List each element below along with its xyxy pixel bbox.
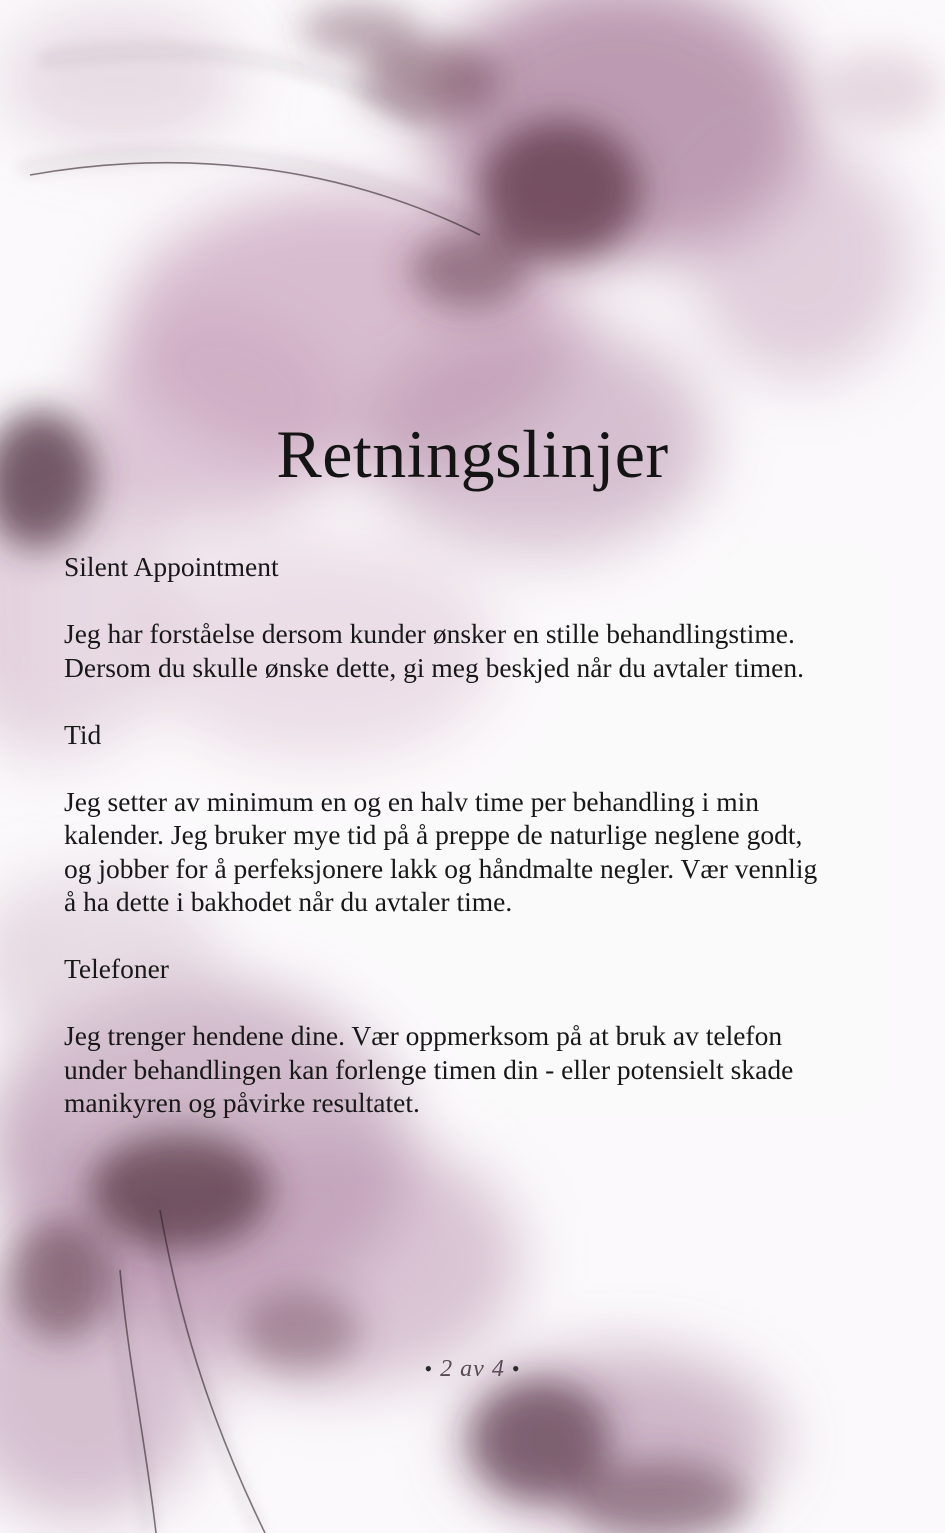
page-title: Retningslinjer: [276, 415, 669, 492]
page-indicator: [0, 1356, 945, 1383]
section-text-line: Jeg trenger hendene dine. Vær oppmerksom på at bruk av telefon: [64, 1020, 783, 1051]
section-text-line: Jeg har forståelse dersom kunder ønsker en stille behandlingstime.: [64, 618, 795, 649]
page-indicator-label: 2 av 4: [440, 1356, 505, 1382]
section-text-line: kalender. Jeg bruker mye tid på å preppe de naturlige neglene godt,: [64, 819, 803, 850]
section-heading-tid: Tid: [64, 718, 102, 750]
section-text-line: Jeg setter av minimum en og en halv time per behandling i min: [64, 785, 759, 817]
guidelines-body: [64, 550, 914, 1120]
section-text-line: å ha dette i bakhodet når du avtaler time.: [64, 886, 513, 917]
section-text-line: og jobber for å perfeksjonere lakk og håndmalte negler. Vær vennlig: [64, 852, 818, 884]
section-text-line: manikyren og påvirke resultatet.: [64, 1087, 420, 1118]
section-text-line: under behandlingen kan forlenge timen din - eller potensielt skade: [64, 1053, 794, 1085]
bullet-icon: •: [424, 1356, 434, 1381]
section-heading-telefoner: Telefoner: [64, 953, 169, 984]
bullet-icon: •: [511, 1356, 521, 1381]
section-text-line: Dersom du skulle ønske dette, gi meg beskjed når du avtaler timen.: [64, 651, 805, 683]
section-heading-silent-appointment: Silent Appointment: [64, 551, 279, 582]
